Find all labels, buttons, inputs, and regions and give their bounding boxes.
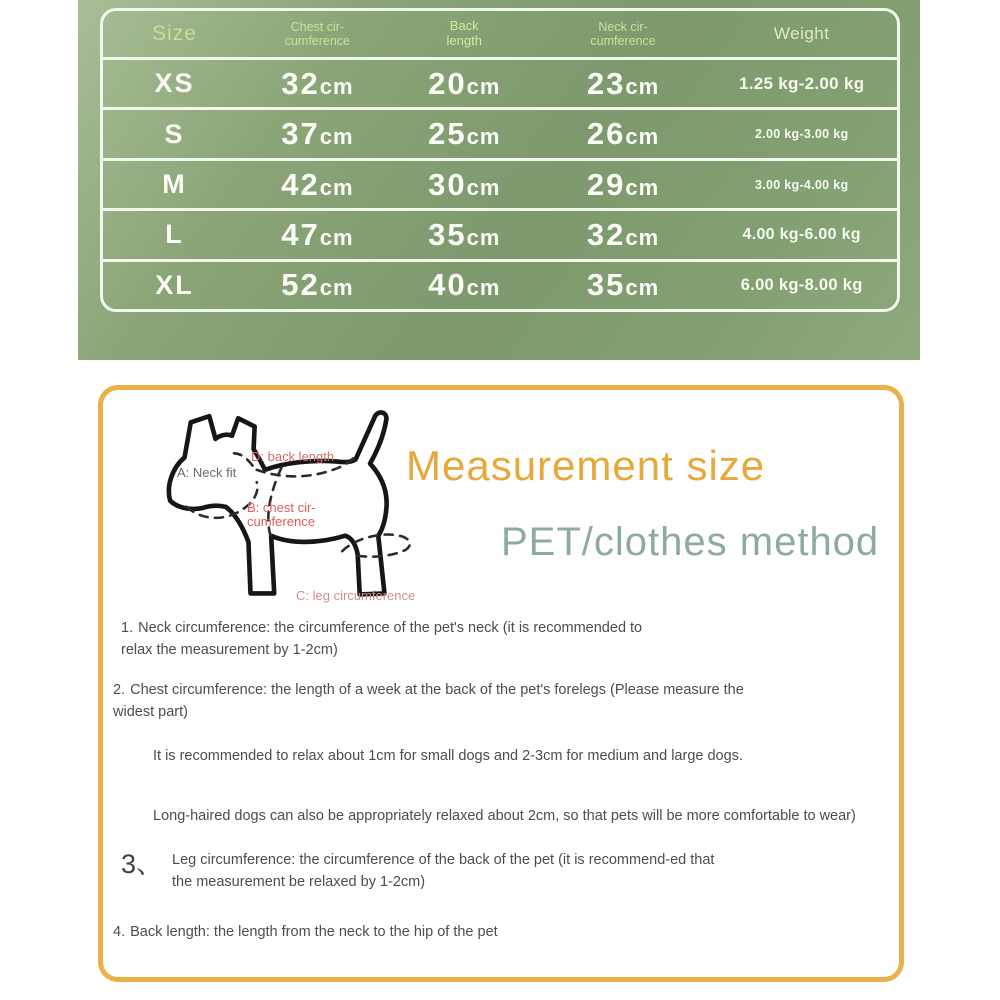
header-size bbox=[103, 22, 246, 46]
measurement-subtitle: PET/clothes method bbox=[501, 520, 880, 564]
size-cell: L bbox=[165, 219, 184, 250]
back-cell bbox=[389, 116, 540, 152]
note-number: 2. bbox=[113, 682, 126, 698]
note-text: It is recommended to relax about 1cm for small dogs and 2-3cm for medium and large dogs. bbox=[153, 748, 743, 764]
table-row-m bbox=[103, 158, 897, 208]
size-cell: S bbox=[164, 118, 185, 149]
chest-value: 47 bbox=[281, 216, 320, 252]
header-neck-line1: Neck cir- bbox=[598, 19, 648, 34]
neck-cell bbox=[540, 217, 707, 253]
chest-value: 37 bbox=[281, 116, 320, 152]
header-back-line1: Back bbox=[449, 18, 479, 34]
chest-cell bbox=[246, 116, 389, 152]
neck-cell bbox=[540, 66, 707, 102]
note-chest-circumference bbox=[113, 680, 785, 724]
table-row-xl bbox=[103, 259, 897, 309]
back-value: 30 bbox=[428, 166, 467, 202]
table-row-s bbox=[103, 107, 897, 157]
size-cell: XS bbox=[154, 68, 195, 99]
chest-value: 32 bbox=[281, 65, 320, 101]
note-text: Neck circumference: the circumference of the pet's neck (it is recommended to relax the measurement by 1-2cm) bbox=[121, 620, 643, 658]
neck-cell bbox=[540, 167, 707, 203]
weight-cell: 3.00 kg-4.00 kg bbox=[754, 177, 849, 192]
neck-value: 35 bbox=[586, 267, 626, 303]
unit-label: cm bbox=[319, 124, 354, 150]
size-chart-panel bbox=[78, 0, 920, 360]
table-row-xs bbox=[103, 57, 897, 107]
unit-label: cm bbox=[319, 224, 354, 250]
weight-cell: 6.00 kg-8.00 kg bbox=[740, 275, 863, 294]
note-relax-recommendation bbox=[153, 746, 883, 768]
note-text: Long-haired dogs can also be appropriately relaxed about 2cm, so that pets will be more comfortable to wear) bbox=[153, 808, 856, 824]
unit-label: cm bbox=[319, 73, 354, 99]
note-number: 3、 bbox=[121, 849, 164, 879]
unit-label: cm bbox=[625, 275, 660, 301]
header-weight-label: Weight bbox=[773, 24, 830, 44]
unit-label: cm bbox=[625, 73, 660, 99]
back-measure-hook bbox=[234, 453, 253, 465]
header-chest-line2: cumference bbox=[284, 34, 351, 48]
header-chest bbox=[246, 20, 389, 49]
diagram-label-chest-line2: cumference bbox=[247, 514, 315, 530]
measurement-title: Measurement size bbox=[406, 442, 766, 489]
header-weight bbox=[706, 24, 897, 44]
note-neck-circumference bbox=[121, 618, 669, 662]
back-value: 35 bbox=[428, 216, 467, 252]
diagram-label-neck: A: Neck fit bbox=[177, 465, 237, 480]
diagram-label-chest-line1: B: chest cir- bbox=[247, 500, 316, 515]
note-text: Leg circumference: the circumference of the back of the pet (it is recommend-ed that the measurement be relaxed by 1-2cm) bbox=[172, 852, 715, 890]
dog-measurement-diagram bbox=[131, 404, 471, 619]
back-value: 25 bbox=[428, 116, 467, 152]
table-row-l bbox=[103, 208, 897, 258]
size-cell: M bbox=[162, 169, 187, 200]
unit-label: cm bbox=[466, 124, 501, 150]
unit-label: cm bbox=[466, 73, 501, 99]
neck-cell bbox=[540, 116, 707, 152]
size-cell: XL bbox=[155, 269, 194, 300]
unit-label: cm bbox=[625, 124, 660, 150]
table-header-row bbox=[103, 11, 897, 57]
neck-value: 29 bbox=[586, 166, 626, 202]
header-size-label: Size bbox=[152, 21, 197, 45]
header-neck-line2: cumference bbox=[590, 34, 656, 48]
neck-value: 26 bbox=[586, 116, 626, 152]
header-chest-line1: Chest cir- bbox=[290, 19, 345, 34]
back-cell bbox=[389, 167, 540, 203]
back-cell bbox=[389, 217, 540, 253]
unit-label: cm bbox=[319, 275, 354, 301]
note-number: 4. bbox=[113, 924, 126, 940]
diagram-label-leg: C: leg circumference bbox=[296, 588, 416, 603]
diagram-label-chest bbox=[247, 501, 316, 530]
weight-cell: 4.00 kg-6.00 kg bbox=[742, 225, 861, 243]
unit-label: cm bbox=[466, 275, 501, 301]
diagram-label-back-length: D: back length bbox=[251, 449, 335, 464]
note-leg-circumference bbox=[121, 850, 728, 894]
chest-value: 52 bbox=[281, 267, 320, 303]
neck-value: 23 bbox=[586, 65, 626, 101]
unit-label: cm bbox=[466, 224, 501, 250]
header-back bbox=[389, 19, 540, 49]
weight-cell: 1.25 kg-2.00 kg bbox=[738, 73, 865, 93]
neck-value: 32 bbox=[586, 216, 626, 252]
neck-cell bbox=[540, 267, 707, 303]
note-number: 1. bbox=[121, 620, 134, 636]
unit-label: cm bbox=[625, 224, 660, 250]
header-neck bbox=[540, 20, 707, 49]
unit-label: cm bbox=[625, 174, 660, 200]
measurement-box bbox=[98, 385, 904, 982]
back-value: 20 bbox=[428, 65, 467, 101]
unit-label: cm bbox=[466, 174, 501, 200]
note-text: Chest circumference: the length of a week at the back of the pet's forelegs (Please measure the widest part) bbox=[113, 682, 744, 720]
back-value: 40 bbox=[428, 267, 467, 303]
size-chart-table bbox=[100, 8, 900, 312]
chest-cell bbox=[246, 217, 389, 253]
note-text: Back length: the length from the neck to the hip of the pet bbox=[130, 924, 498, 940]
back-cell bbox=[389, 267, 540, 303]
chest-cell bbox=[246, 167, 389, 203]
note-back-length bbox=[113, 922, 873, 944]
note-long-haired-dogs bbox=[153, 806, 901, 828]
unit-label: cm bbox=[319, 174, 354, 200]
chest-value: 42 bbox=[281, 166, 320, 202]
back-cell bbox=[389, 66, 540, 102]
weight-cell: 2.00 kg-3.00 kg bbox=[754, 127, 849, 142]
chest-cell bbox=[246, 267, 389, 303]
chest-cell bbox=[246, 66, 389, 102]
header-back-line2: length bbox=[446, 33, 482, 48]
